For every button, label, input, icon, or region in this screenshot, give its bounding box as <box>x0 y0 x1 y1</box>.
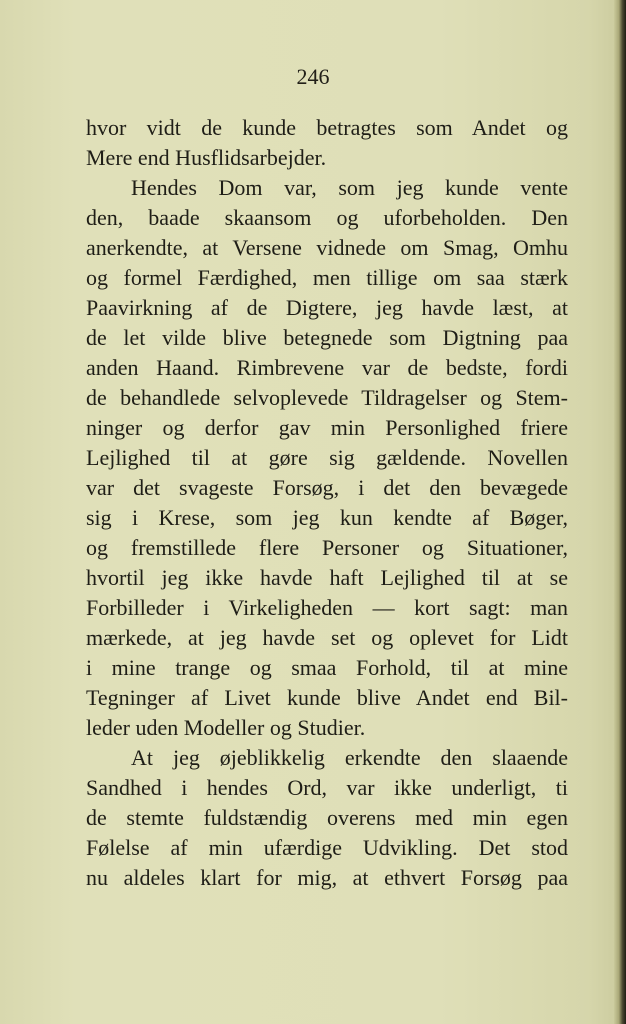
text-line: var det svageste Forsøg, i det den bevægede <box>86 475 568 500</box>
text-line: de stemte fuldstændig overens med min egen <box>86 805 568 830</box>
text-line: anden Haand. Rimbrevene var de bedste, fordi <box>86 355 568 380</box>
text-line: Sandhed i hendes Ord, var ikke underligt, ti <box>86 775 568 800</box>
text-line: ninger og derfor gav min Personlighed friere <box>86 415 568 440</box>
text-line: den, baade skaansom og uforbeholden. Den <box>86 205 568 230</box>
text-line: Tegninger af Livet kunde blive Andet end Bil- <box>86 685 568 710</box>
text-line: sig i Krese, som jeg kun kendte af Bøger, <box>86 505 568 530</box>
text-line: Forbilleder i Virkeligheden — kort sagt: man <box>86 595 568 620</box>
text-line: At jeg øjeblikkelig erkendte den slaaende <box>131 745 568 770</box>
page-number: 246 <box>296 64 330 89</box>
text-line: hvor vidt de kunde betragtes som Andet og <box>86 115 568 140</box>
text-line: Hendes Dom var, som jeg kunde vente <box>131 175 568 200</box>
text-line: hvortil jeg ikke havde haft Lejlighed til at se <box>86 565 568 590</box>
text-line: og formel Færdighed, men tillige om saa stærk <box>86 265 568 290</box>
text-line: i mine trange og smaa Forhold, til at mine <box>86 655 568 680</box>
text-line: leder uden Modeller og Studier. <box>86 715 366 740</box>
text-line: nu aldeles klart for mig, at ethvert Forsøg paa <box>86 865 568 890</box>
text-line: Lejlighed til at gøre sig gældende. Novellen <box>86 445 568 470</box>
text-line: mærkede, at jeg havde set og oplevet for Lidt <box>86 625 568 650</box>
page-binding-edge <box>614 0 626 1024</box>
body-text <box>86 113 568 893</box>
text-line: anerkendte, at Versene vidnede om Smag, Omhu <box>86 235 568 260</box>
text-line: de let vilde blive betegnede som Digtning paa <box>86 325 568 350</box>
text-line: og fremstillede flere Personer og Situationer, <box>86 535 568 560</box>
text-line: de behandlede selvoplevede Tildragelser og Stem- <box>86 385 568 410</box>
text-line: Paavirkning af de Digtere, jeg havde læst, at <box>86 295 568 320</box>
text-line: Følelse af min ufærdige Udvikling. Det stod <box>86 835 568 860</box>
text-line: Mere end Husflidsarbejder. <box>86 145 327 170</box>
